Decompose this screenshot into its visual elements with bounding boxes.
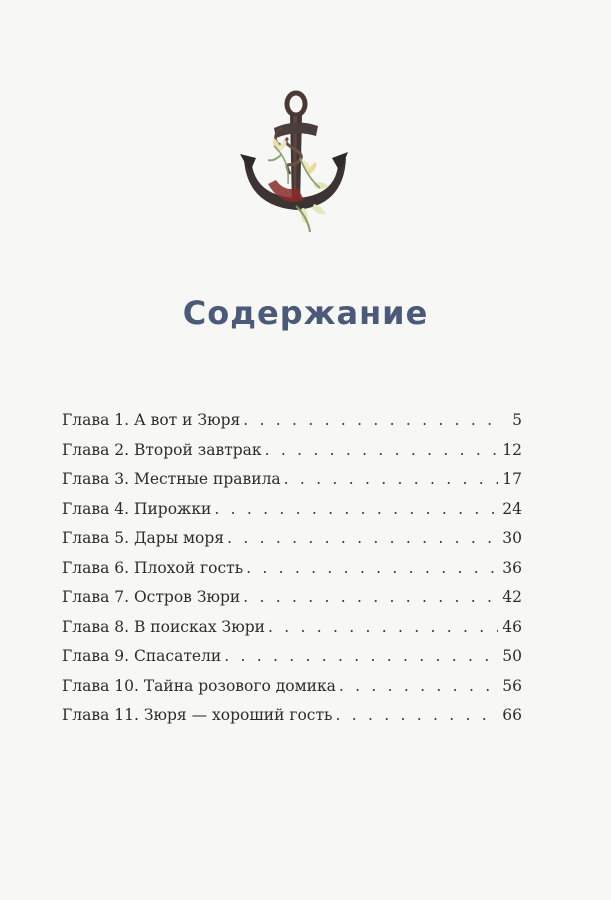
toc-entry[interactable] (62, 559, 522, 589)
toc-entry-title: Глава 11. Зюря — хороший гость (62, 706, 333, 724)
table-of-contents (62, 411, 522, 736)
toc-entry[interactable] (62, 529, 522, 559)
toc-entry-page: 42 (502, 588, 522, 606)
toc-entry-page: 12 (502, 440, 522, 459)
toc-entry-title: Глава 2. Второй завтрак (62, 440, 262, 459)
toc-entry-title: Глава 4. Пирожки (62, 499, 212, 518)
toc-entry[interactable] (62, 618, 522, 648)
toc-entry[interactable] (62, 588, 522, 618)
dot-leader (243, 411, 504, 429)
toc-entry-title: Глава 7. Остров Зюри (62, 588, 241, 606)
toc-entry-page: 66 (502, 706, 522, 724)
toc-entry[interactable] (62, 500, 522, 530)
toc-entry-page: 46 (502, 617, 522, 636)
toc-entry-page: 36 (502, 558, 522, 577)
dot-leader (339, 677, 498, 695)
toc-entry-page: 5 (512, 411, 522, 429)
toc-entry[interactable] (62, 411, 522, 441)
anchor-with-flowers-icon (238, 88, 350, 234)
dot-leader (265, 441, 499, 459)
toc-entry-title: Глава 3. Местные правила (62, 470, 281, 488)
toc-entry-title: Глава 1. А вот и Зюря (62, 411, 241, 429)
toc-entry-title: Глава 10. Тайна розового домика (62, 676, 336, 695)
toc-entry[interactable] (62, 441, 522, 471)
dot-leader (284, 470, 499, 488)
toc-entry-title: Глава 8. В поисках Зюри (62, 617, 265, 636)
toc-entry[interactable] (62, 470, 522, 500)
dot-leader (243, 588, 498, 606)
dot-leader (227, 529, 498, 547)
dot-leader (214, 500, 498, 518)
toc-entry[interactable] (62, 706, 522, 736)
toc-entry-title: Глава 5. Дары моря (62, 529, 225, 547)
dot-leader (336, 706, 499, 724)
toc-entry-page: 30 (502, 529, 522, 547)
dot-leader (268, 618, 498, 636)
toc-entry-title: Глава 9. Спасатели (62, 647, 222, 665)
toc-entry[interactable] (62, 677, 522, 707)
toc-entry-page: 50 (502, 647, 522, 665)
toc-entry-page: 24 (502, 499, 522, 518)
toc-entry-title: Глава 6. Плохой гость (62, 558, 244, 577)
dot-leader (224, 647, 498, 665)
toc-entry-page: 17 (502, 470, 522, 488)
page-title: Содержание (182, 294, 429, 332)
toc-entry[interactable] (62, 647, 522, 677)
toc-entry-page: 56 (502, 676, 522, 695)
dot-leader (246, 559, 498, 577)
